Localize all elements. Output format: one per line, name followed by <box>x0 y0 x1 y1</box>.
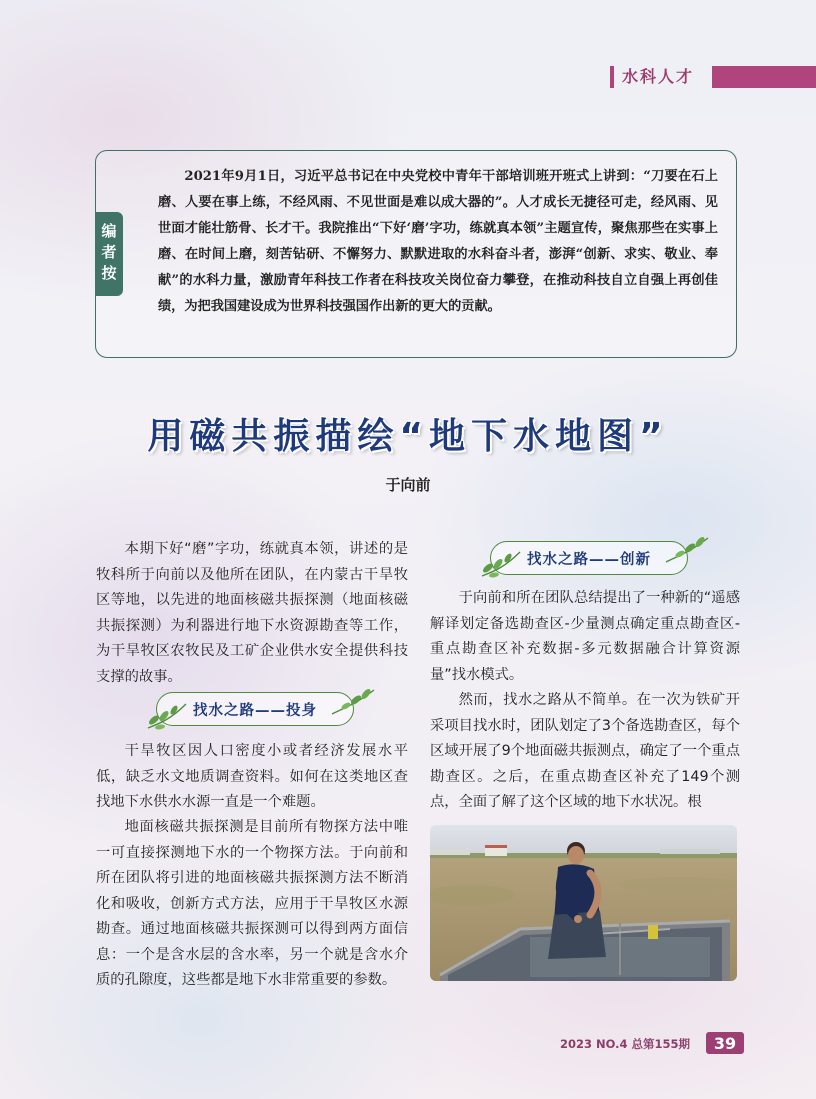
section-heading-2: 找水之路——创新 <box>527 551 651 568</box>
editor-note-tab: 编者按 <box>95 212 123 296</box>
page-number: 39 <box>706 1032 744 1054</box>
column-tag-bar <box>610 66 614 88</box>
leaf-right-icon <box>326 682 380 722</box>
intro-paragraph: 本期下好“磨”字功，练就真本领，讲述的是牧科所于向前以及他所在团队，在内蒙古干旱牧区等地，以先进的地面核磁共振探测（地面核磁共振探测）为利器进行地下水资源勘查等工作，为干旱牧区农牧民及工矿企业供水安全提供科技支撑的故事。 <box>96 541 408 685</box>
column-tag-label: 水科人才 <box>622 67 695 86</box>
editor-note-text: 2021年9月1日，习近平总书记在中央党校中青年干部培训班开班式上讲到：“刀要在石上磨、人要在事上练，不经风雨、不见世面是难以成大器的”。人才成长无捷径可走，经风雨、见世面才能壮筋骨、长才干。我院推出“下好‘磨’字功，练就真本领”主题宣传，聚焦那些在实事上磨、在时间上磨，刻苦钻研、不懈努力、默默进取的水科奋斗者，澎湃“创新、求实、敬业、奉献”的水科力量，激励青年科技工作者在科技攻关岗位奋力攀登，在推动科技自立自强上再创佳绩，为把我国建设成为世界科技强国作出新的更大的贡献。 <box>158 169 718 314</box>
section1-paragraph-2: 地面核磁共振探测是目前所有物探方法中唯一可直接探测地下水的一个物探方法。于向前和所在团队将引进的地面核磁共振探测方法不断消化和吸收，创新方式方法，应用于干旱牧区水源勘查。通过地面核磁共振探测可以得到两方面信息：一个是含水层的含水率，另一个就是含水介质的孔隙度，这些都是地下水非常重要的参数。 <box>96 819 408 988</box>
section2-paragraph-1: 于向前和所在团队总结提出了一种新的“遥感解译划定备选勘查区-少量测点确定重点勘查区-重点勘查区补充数据-多元数据融合计算资源量”找水模式。 <box>430 590 740 683</box>
leaf-left-icon-2 <box>474 542 528 582</box>
section1-paragraph-1: 干旱牧区因人口密度小或者经济发展水平低，缺乏水文地质调查资料。如何在这类地区查找地下水供水水源一直是一个难题。 <box>96 743 408 810</box>
article-author: 于向前 <box>385 476 431 494</box>
section2-paragraph-2: 然而，找水之路从不简单。在一次为铁矿开采项目找水时，团队划定了3个备选勘查区，每个区域开展了9个地面磁共振测点，确定了一个重点勘查区。之后，在重点勘查区补充了149个测点，全面了解了这个区域的地下水状况。根 <box>430 692 740 810</box>
column-tag <box>610 64 816 90</box>
column-tag-fill <box>712 66 816 88</box>
field-work-photo <box>430 825 737 981</box>
leaf-left-icon <box>140 694 194 734</box>
article-title: 用磁共振描绘“地下水地图” <box>147 416 669 457</box>
leaf-right-icon-2 <box>660 530 714 570</box>
issue-label: 2023 NO.4 总第155期 <box>560 1037 691 1051</box>
section-heading-1: 找水之路——投身 <box>193 702 317 719</box>
